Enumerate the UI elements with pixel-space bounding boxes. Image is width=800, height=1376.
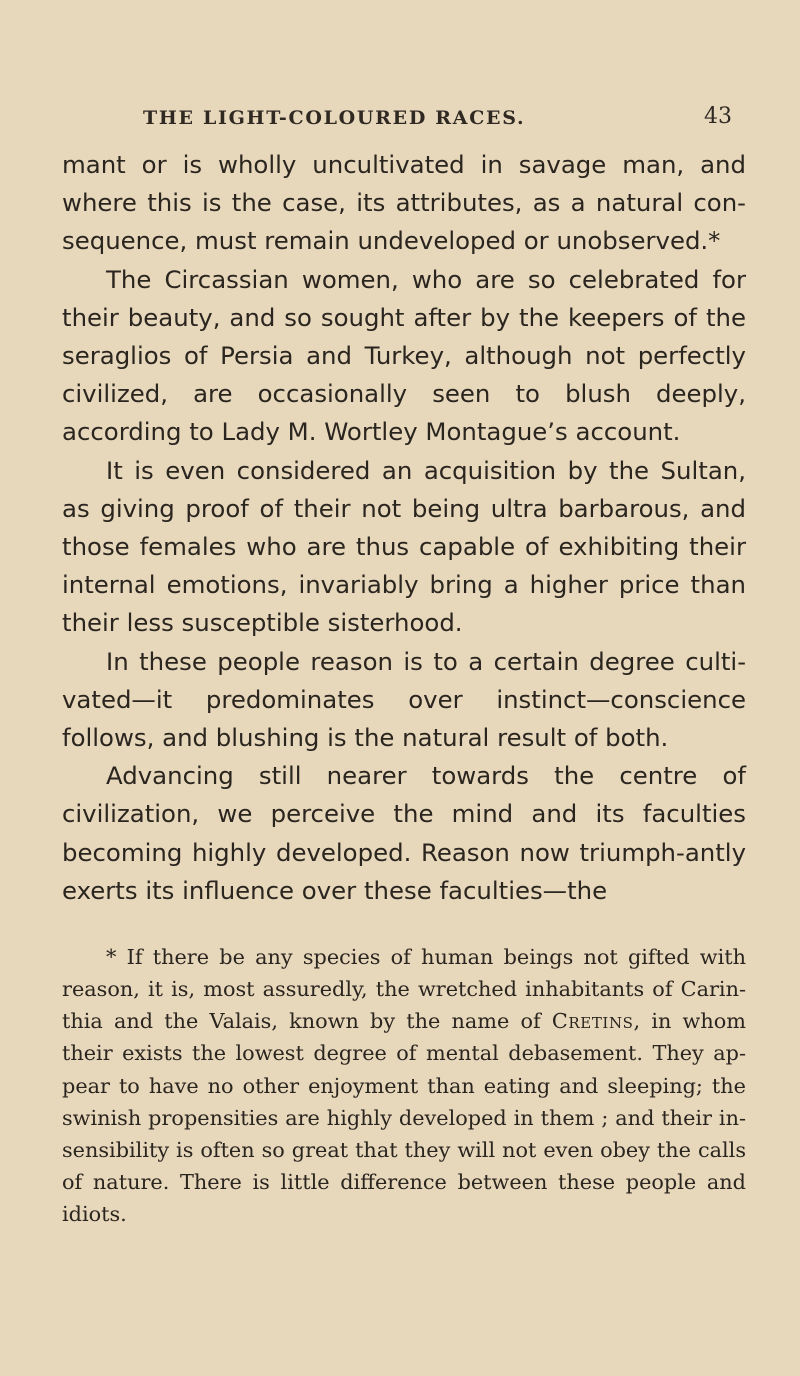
paragraph-5: Advancing still nearer towards the centre of civilization, we perceive the mind and its faculties becoming highly developed. Reason now triumph-antly exerts its influence over these faculties—the — [62, 761, 746, 905]
footnote-text-after: , in whom their exists the lowest degree of mental debasement. They ap-pear to have no other enjoyment than eating and sleeping; the swinish propensities are highly developed in them ; and their in-sensibility is often so great that they will not even obey the calls of nature. There is little difference between these people and idiots. — [62, 1009, 746, 1227]
footnote — [62, 941, 746, 1231]
paragraph-4: In these people reason is to a certain degree culti-vated—it predominates over instinct—conscience follows, and blushing is the natural result of both. — [62, 646, 746, 753]
paragraph-2: The Circassian women, who are so celebrated for their beauty, and so sought after by the keepers of the seraglios of Persia and Turkey, although not perfectly civilized, are occasionally seen to blush deeply, according to Lady M. Wortley Montague’s account. — [62, 264, 746, 447]
paragraph-3: It is even considered an acquisition by the Sultan, as giving proof of their not being ultra barbarous, and those females who are thus capable of exhibiting their internal emotions, invariably bring a higher price than their less susceptible sisterhood. — [62, 455, 746, 638]
page-header — [62, 0, 746, 94]
footnote-text-before: * If there be any species of human beings not gifted with reason, it is, most assuredly, the wretched inhabitants of Carin-thia and the Valais, known by the name of — [62, 944, 746, 1034]
page-number: 43 — [704, 104, 732, 129]
running-head: THE LIGHT-COLOURED RACES. — [143, 107, 526, 129]
paragraph-1: mant or is wholly uncultivated in savage man, and where this is the case, its attributes, as a natural con-sequence, must remain undeveloped or unobserved.* — [62, 150, 746, 256]
body-text — [62, 146, 746, 910]
footnote-cretins: Cretins — [551, 1009, 634, 1034]
